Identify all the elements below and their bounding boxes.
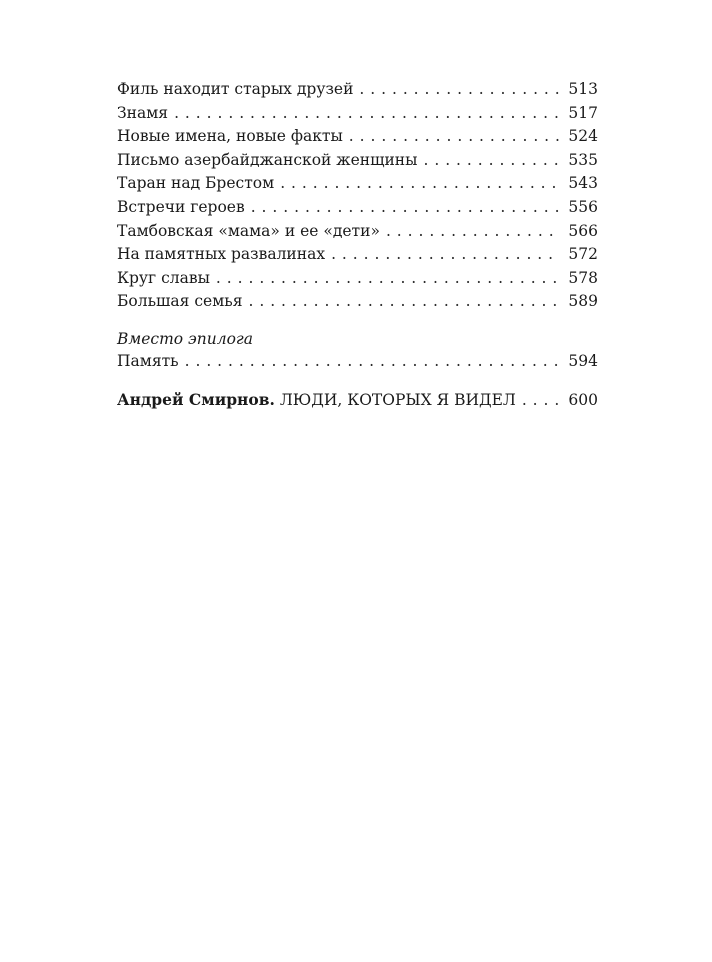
toc-entry-page: 589 [568,292,598,311]
toc-entry[interactable] [117,267,598,291]
toc-entry-appendix[interactable] [117,388,598,412]
toc-entry-title: На памятных развалинах [117,245,326,264]
toc-entry-title [117,388,522,413]
toc-entry[interactable] [117,290,598,314]
toc-entry[interactable] [117,102,598,126]
toc-leader-dots [331,243,560,267]
toc-leader-dots [174,102,560,126]
toc-entry-title: Филь находит старых друзей [117,80,354,98]
toc-leader-dots [386,220,560,244]
toc-entry-title: Письмо азербайджанской женщины [117,150,418,169]
toc-entry[interactable] [117,149,598,173]
toc-entry-page: 524 [568,127,598,146]
spacer [117,374,598,388]
toc-entry[interactable] [117,78,598,102]
toc-entry-title: Таран над Брестом [117,174,275,193]
toc-entry-page: 572 [568,245,598,264]
toc-leader-dots [251,196,561,220]
toc-entry-epilogue[interactable] [117,350,598,374]
toc-entry-title: Большая семья [117,292,243,311]
appendix-author: Андрей Смирнов. [117,389,275,409]
toc-leader-dots [185,350,561,374]
toc-leader-dots [280,172,560,196]
toc-entry-page: 513 [568,80,598,98]
toc-entry-page: 594 [568,351,598,370]
toc-entry[interactable] [117,172,598,196]
toc-entry-title: Тамбовская «мама» и ее «дети» [117,221,380,240]
toc-entry-page: 566 [568,221,598,240]
toc-entry[interactable] [117,196,598,220]
toc-entry-title: Круг славы [117,268,210,287]
toc-leader-dots [522,389,561,413]
toc-entry-title: Знамя [117,103,169,122]
appendix-title: ЛЮДИ, КОТОРЫХ Я ВИДЕЛ [279,390,516,409]
toc-leader-dots [249,290,561,314]
toc-entry[interactable] [117,220,598,244]
toc-entry[interactable] [117,243,598,267]
toc-leader-dots [216,267,560,291]
toc-entry-page: 543 [568,174,598,193]
toc-leader-dots [423,149,560,173]
toc-entry-page: 600 [568,390,598,409]
toc-entry-page: 578 [568,268,598,287]
toc-leader-dots [359,78,560,102]
toc-entry-title: Новые имена, новые факты [117,127,343,146]
toc-leader-dots [349,125,561,149]
epilogue-heading: Вместо эпилога [117,329,253,348]
toc-entry-title: Встречи героев [117,197,245,216]
toc-entry-page: 517 [568,103,598,122]
toc-entry[interactable] [117,125,598,149]
table-of-contents [117,78,598,411]
toc-entry-page: 535 [568,150,598,169]
toc-entry-page: 556 [568,197,598,216]
toc-entry-title: Память [117,351,179,370]
